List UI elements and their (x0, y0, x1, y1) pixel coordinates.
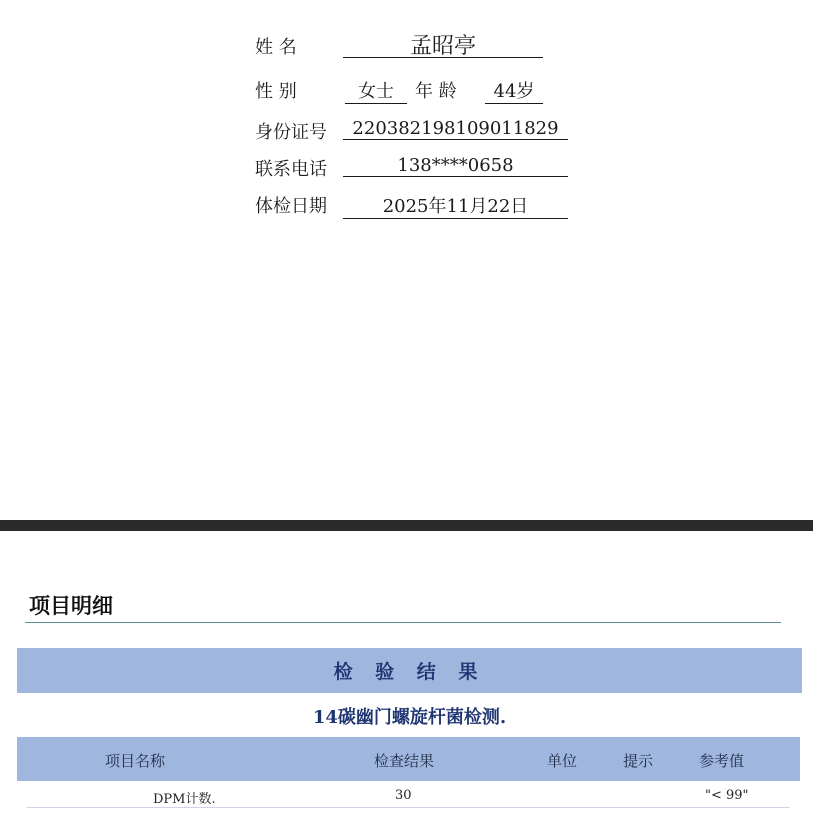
table-header (17, 737, 800, 781)
column-header-item: 项目名称 (105, 752, 166, 770)
age-value: 44岁 (485, 77, 543, 104)
name-value: 孟昭亭 (343, 29, 543, 58)
result-heading: 检 验 结 果 (17, 648, 802, 693)
test-name: 14碳幽门螺旋杆菌检测. (312, 707, 507, 728)
section-title: 项目明细 (29, 594, 113, 618)
phone-value: 138****0658 (343, 155, 568, 177)
cell-item: DPM计数. (153, 792, 216, 807)
table-row (27, 782, 790, 808)
column-header-result: 检查结果 (374, 752, 435, 770)
column-header-flag: 提示 (623, 752, 654, 770)
phone-label: 联系电话 (255, 159, 327, 180)
cell-result: 30 (395, 788, 412, 803)
name-label: 姓 名 (255, 37, 297, 58)
page-divider (0, 520, 813, 531)
id-label: 身份证号 (255, 122, 327, 143)
gender-value: 女士 (345, 77, 407, 104)
cell-reference: "< 99" (705, 788, 749, 803)
exam-date-value: 2025年11月22日 (343, 192, 568, 219)
section-title-rule (25, 622, 781, 623)
column-header-unit: 单位 (547, 752, 578, 770)
column-header-reference: 参考值 (699, 752, 745, 770)
age-label: 年 龄 (415, 81, 457, 102)
gender-label: 性 别 (255, 81, 297, 102)
date-label: 体检日期 (255, 196, 327, 217)
id-number-value: 220382198109011829 (343, 118, 568, 140)
